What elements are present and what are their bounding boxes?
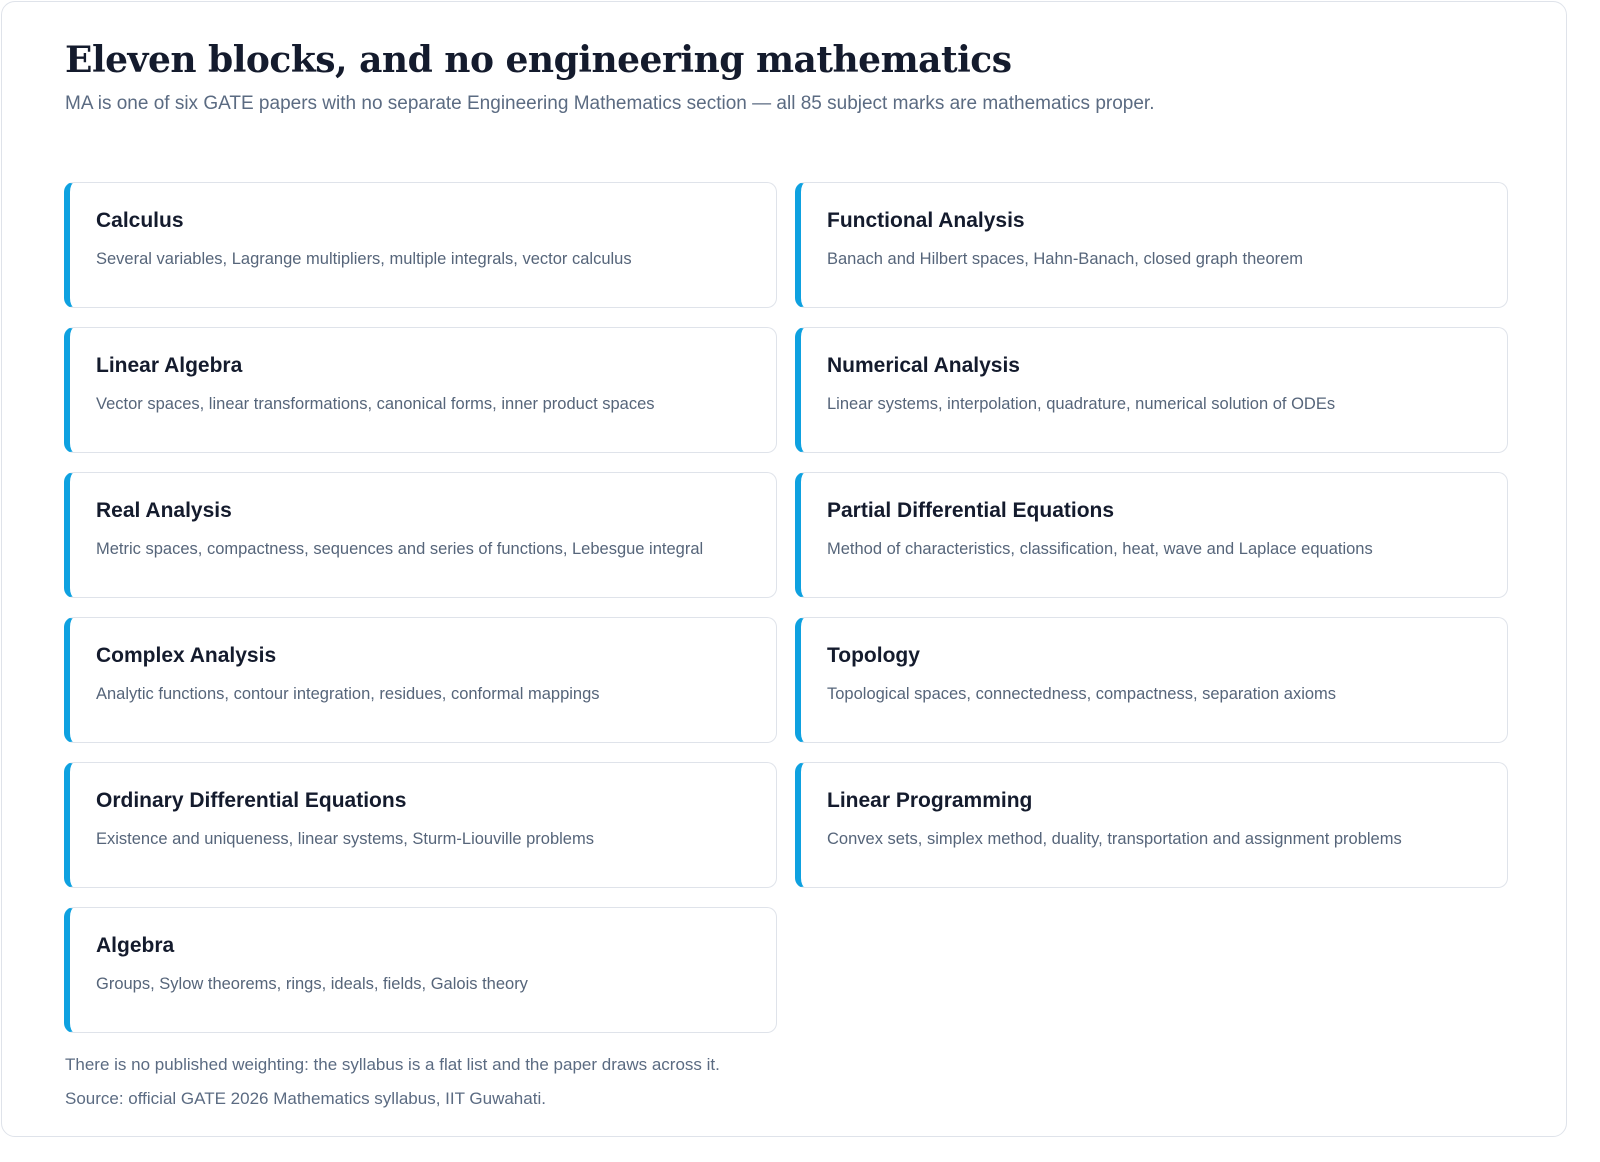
block-card-partial-differential-equations [795,472,1508,598]
block-title: Numerical Analysis [827,354,1020,377]
block-card-ordinary-differential-equations [64,762,777,888]
block-title: Topology [827,644,920,667]
block-description: Several variables, Lagrange multipliers, multiple integrals, vector calculus [96,250,632,268]
block-title: Functional Analysis [827,209,1025,232]
page-subtitle: MA is one of six GATE papers with no separate Engineering Mathematics section — all 85 subject marks are mathematics proper. [65,93,1155,114]
source-note: Source: official GATE 2026 Mathematics syllabus, IIT Guwahati. [65,1089,546,1108]
page-frame [1,1,1567,1137]
block-description: Vector spaces, linear transformations, canonical forms, inner product spaces [96,395,655,413]
block-card-numerical-analysis [795,327,1508,453]
block-description: Groups, Sylow theorems, rings, ideals, fields, Galois theory [96,975,528,993]
block-card-functional-analysis [795,182,1508,308]
block-card-topology [795,617,1508,743]
block-description: Convex sets, simplex method, duality, transportation and assignment problems [827,830,1402,848]
block-card-linear-algebra [64,327,777,453]
block-description: Topological spaces, connectedness, compactness, separation axioms [827,685,1337,703]
page-title: Eleven blocks, and no engineering mathematics [65,39,1012,81]
block-description: Metric spaces, compactness, sequences and series of functions, Lebesgue integral [96,540,704,558]
block-title: Linear Programming [827,789,1033,812]
block-title: Calculus [96,209,184,232]
block-title: Real Analysis [96,499,232,522]
block-description: Analytic functions, contour integration, residues, conformal mappings [96,685,600,703]
weighting-note: There is no published weighting: the syllabus is a flat list and the paper draws across it. [65,1055,720,1074]
block-card-calculus [64,182,777,308]
block-description: Existence and uniqueness, linear systems, Sturm-Liouville problems [96,830,594,848]
block-title: Ordinary Differential Equations [96,789,407,812]
block-title: Algebra [96,934,175,957]
block-title: Partial Differential Equations [827,499,1115,522]
block-title: Complex Analysis [96,644,277,667]
block-card-linear-programming [795,762,1508,888]
block-title: Linear Algebra [96,354,243,377]
block-card-complex-analysis [64,617,777,743]
block-description: Method of characteristics, classification, heat, wave and Laplace equations [827,540,1373,558]
block-description: Banach and Hilbert spaces, Hahn-Banach, closed graph theorem [827,250,1304,268]
syllabus-block-grid [64,182,1508,1033]
block-description: Linear systems, interpolation, quadrature, numerical solution of ODEs [827,395,1336,413]
block-card-real-analysis [64,472,777,598]
block-card-algebra [64,907,777,1033]
